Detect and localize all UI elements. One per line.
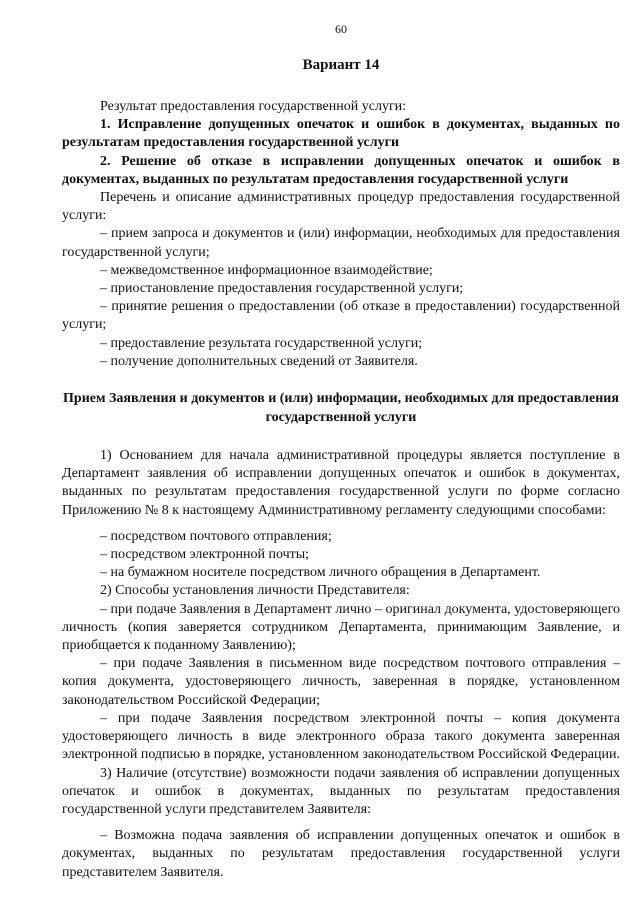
variant-title: Вариант 14: [302, 57, 380, 73]
paragraph-2: 2) Способы установления личности Представителя:: [100, 583, 410, 599]
method-item: – посредством электронной почты;: [100, 547, 310, 563]
identity-item: – при подаче Заявления в Департамент лично – оригинал документа, удостоверяющего личность (копия заверяется сотрудником Департамента, принимающим Заявление, и приобщается к поданному Заявлению);: [62, 601, 620, 654]
procedure-item: – получение дополнительных сведений от Заявителя.: [100, 353, 418, 369]
result-item: 2. Решение об отказе в исправлении допущенных опечаток и ошибок в документах, выданных по результатам предоставления государственной услуги: [62, 153, 620, 187]
section-heading: Прием Заявления и документов и (или) информации, необходимых для предоставления государственной услуги: [63, 391, 619, 426]
result-item: 1. Исправление допущенных опечаток и ошибок в документах, выданных по результатам предоставления государственной услуги: [62, 117, 620, 151]
page-number: 60: [335, 22, 347, 36]
procedure-item: – предоставление результата государственной услуги;: [100, 335, 423, 351]
method-item: – посредством почтового отправления;: [100, 528, 332, 544]
procedure-item: – межведомственное информационное взаимодействие;: [100, 262, 433, 278]
paragraph-3: 3) Наличие (отсутствие) возможности подачи заявления об исправлении допущенных опечаток и ошибок в документах, выданных по результатам предоставления государственной услуги представителем Заявителя:: [62, 765, 620, 817]
identity-item: – при подаче Заявления в письменном виде посредством почтового отправления – копия документа, удостоверяющего личность, заверенная в порядке, установленном законодательством Российской Федерации;: [62, 656, 620, 708]
procedure-item: – принятие решения о предоставлении (об отказе в предоставлении) государственной услуги;: [62, 299, 620, 333]
procedures-intro: Перечень и описание административных процедур предоставления государственной услуги:: [62, 190, 620, 224]
procedure-item: – прием запроса и документов и (или) информации, необходимых для предоставления государственной услуги;: [62, 226, 620, 260]
method-item: – на бумажном носителе посредством личного обращения в Департамент.: [100, 565, 541, 581]
identity-item: – при подаче Заявления посредством электронной почты – копия документа удостоверяющего личность в виде электронного образа такого документа заверенная электронной подписью в порядке, установленном законодательством Российской Федерации.: [62, 710, 620, 763]
paragraph-1: 1) Основанием для начала административной процедуры является поступление в Департамент заявления об исправлении допущенных опечаток и ошибок в документах, выданных по результатам предоставления государственной услуги по форме согласно Приложению № 8 к настоящему Административному регламенту следующими способами:: [62, 448, 620, 518]
results-intro: Результат предоставления государственной услуги:: [100, 99, 407, 114]
procedure-item: – приостановление предоставления государственной услуги;: [100, 281, 464, 297]
paragraph-3-item: – Возможна подача заявления об исправлении допущенных опечаток и ошибок в документах, выданных по результатам предоставления государственной услуги представителем Заявителя.: [62, 828, 620, 880]
